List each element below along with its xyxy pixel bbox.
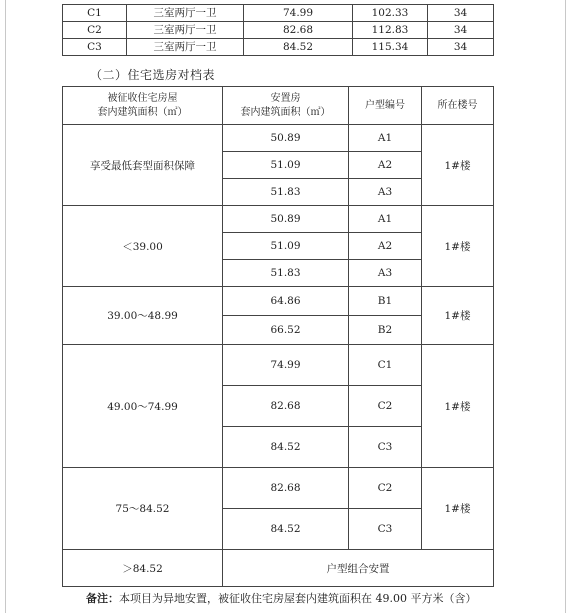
cell-area: 84.52 — [244, 39, 353, 56]
cell-code: C1 — [63, 5, 127, 22]
cell-unit-code: A1 — [349, 125, 422, 152]
header-expropriated-area-line2: 套内建筑面积（㎡） — [97, 106, 188, 118]
cell-total: 102.33 — [353, 5, 428, 22]
table-row — [63, 550, 494, 587]
header-resettlement-area-line2: 套内建筑面积（㎡） — [240, 106, 331, 118]
header-building-number: 所在楼号 — [422, 87, 494, 125]
cell-floors: 34 — [428, 22, 494, 39]
cell-resettlement-area: 74.99 — [223, 345, 349, 386]
header-expropriated-area — [63, 87, 223, 125]
cell-total: 115.34 — [353, 39, 428, 56]
unit-type-table-body — [63, 5, 494, 56]
table-header-row — [63, 87, 494, 125]
cell-resettlement-area: 50.89 — [223, 206, 349, 233]
table-row — [63, 5, 494, 22]
cell-area-range: 39.00～48.99 — [63, 287, 223, 345]
header-resettlement-area-line1: 安置房 — [270, 92, 301, 104]
cell-unit-code: A2 — [349, 233, 422, 260]
cell-unit-code: A1 — [349, 206, 422, 233]
cell-area-range: ＜39.00 — [63, 206, 223, 287]
cell-layout: 三室两厅一卫 — [127, 5, 244, 22]
page-edge-right — [565, 0, 566, 613]
cell-resettlement-area: 51.09 — [223, 152, 349, 179]
cell-total: 112.83 — [353, 22, 428, 39]
header-unit-code: 户型编号 — [349, 87, 422, 125]
cell-resettlement-area: 51.09 — [223, 233, 349, 260]
table-row — [63, 22, 494, 39]
cell-area-range: ＞84.52 — [63, 550, 223, 587]
cell-building: 1#楼 — [422, 206, 494, 287]
cell-area: 82.68 — [244, 22, 353, 39]
unit-type-table — [62, 4, 494, 56]
table-row — [63, 125, 494, 152]
cell-unit-code: A3 — [349, 179, 422, 206]
cell-building: 1#楼 — [422, 125, 494, 206]
cell-area-range: 享受最低套型面积保障 — [63, 125, 223, 206]
header-resettlement-area — [223, 87, 349, 125]
cell-building: 1#楼 — [422, 345, 494, 468]
cell-resettlement-area: 66.52 — [223, 316, 349, 345]
cell-resettlement-area: 82.68 — [223, 468, 349, 509]
cell-area-range: 75～84.52 — [63, 468, 223, 550]
cell-resettlement-area: 50.89 — [223, 125, 349, 152]
cell-unit-code: C2 — [349, 468, 422, 509]
remark-label: 备注： — [86, 592, 119, 605]
remark-note — [86, 590, 476, 606]
cell-resettlement-area: 64.86 — [223, 287, 349, 316]
cell-area-range: 49.00～74.99 — [63, 345, 223, 468]
housing-selection-table-body — [63, 125, 494, 587]
cell-code: C3 — [63, 39, 127, 56]
table-row — [63, 206, 494, 233]
cell-unit-code: C3 — [349, 427, 422, 468]
cell-code: C2 — [63, 22, 127, 39]
cell-building: 1#楼 — [422, 468, 494, 550]
page-edge-left — [5, 0, 6, 613]
cell-resettlement-area: 84.52 — [223, 509, 349, 550]
cell-resettlement-area: 82.68 — [223, 386, 349, 427]
cell-unit-code: C2 — [349, 386, 422, 427]
section-heading: （二）住宅选房对档表 — [90, 68, 216, 82]
cell-unit-code: A3 — [349, 260, 422, 287]
cell-unit-code: A2 — [349, 152, 422, 179]
cell-unit-code: B1 — [349, 287, 422, 316]
table-row — [63, 468, 494, 509]
cell-layout: 三室两厅一卫 — [127, 22, 244, 39]
cell-unit-code: B2 — [349, 316, 422, 345]
housing-selection-table — [62, 86, 494, 587]
table-row — [63, 39, 494, 56]
cell-resettlement-area: 84.52 — [223, 427, 349, 468]
table-row — [63, 287, 494, 316]
cell-layout: 三室两厅一卫 — [127, 39, 244, 56]
cell-resettlement-area: 51.83 — [223, 260, 349, 287]
cell-floors: 34 — [428, 5, 494, 22]
header-expropriated-area-line1: 被征收住宅房屋 — [107, 92, 178, 104]
cell-unit-code: C3 — [349, 509, 422, 550]
table-row — [63, 345, 494, 386]
cell-floors: 34 — [428, 39, 494, 56]
cell-resettlement-area: 51.83 — [223, 179, 349, 206]
remark-text: 本项目为异地安置，被征收住宅房屋套内建筑面积在 49.00 平方米（含） — [119, 592, 477, 605]
cell-combined-placement: 户型组合安置 — [223, 550, 494, 587]
cell-area: 74.99 — [244, 5, 353, 22]
cell-unit-code: C1 — [349, 345, 422, 386]
cell-building: 1#楼 — [422, 287, 494, 345]
